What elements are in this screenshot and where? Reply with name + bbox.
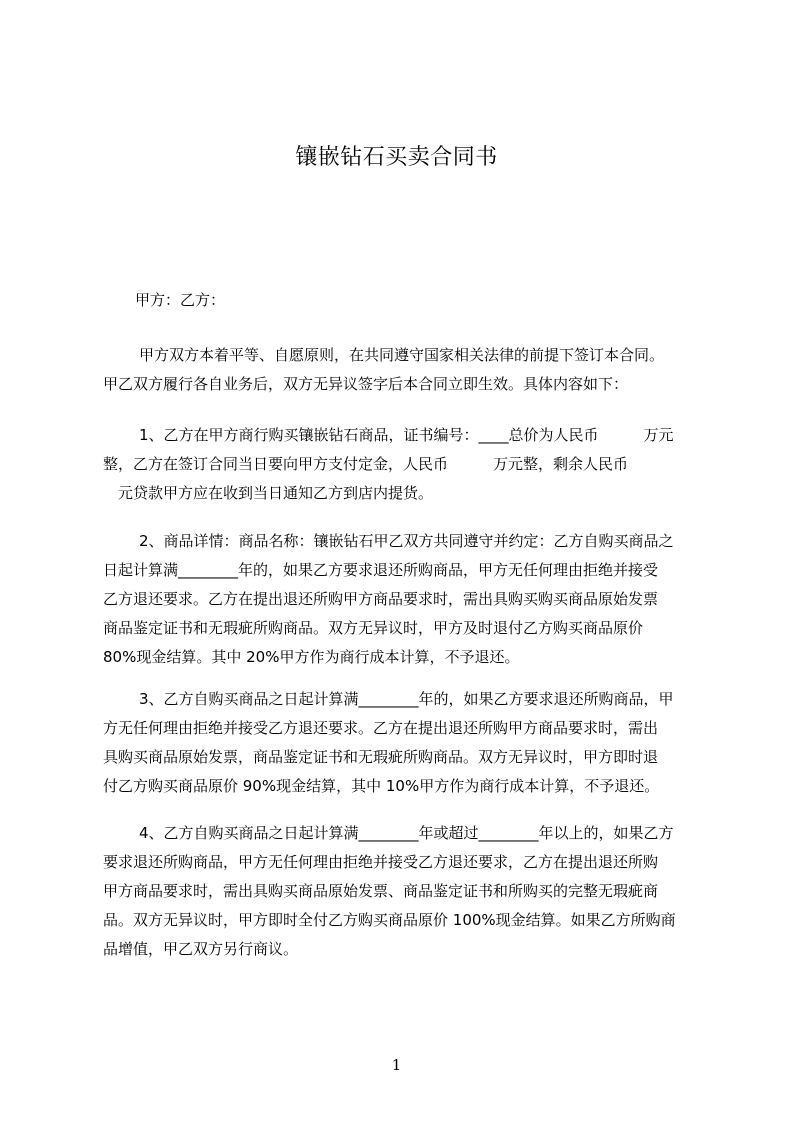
paragraph-line: 4、乙方自购买商品之日起计算满________年或超过________年以上的，如果乙方 [139, 824, 674, 842]
paragraph-line: 甲方双方本着平等、自愿原则，在共同遵守国家相关法律的前提下签订本合同。 [139, 346, 665, 364]
paragraph-line: 日起计算满________年的，如果乙方要求退还所购商品，甲方无任何理由拒绝并接受 [103, 561, 659, 579]
document-title: 镶嵌钻石买卖合同书 [295, 145, 498, 170]
paragraph-line: 品。双方无异议时，甲方即时全付乙方购买商品原价 100%现金结算。如果乙方所购商 [103, 911, 676, 929]
paragraph-line: 乙方退还要求。乙方在提出退还所购甲方商品要求时，需出具购买购买商品原始发票 [103, 590, 659, 608]
paragraph-line: 甲乙双方履行各自业务后，双方无异议签字后本合同立即生效。具体内容如下： [103, 375, 629, 393]
paragraph-line: 3、乙方自购买商品之日起计算满________年的，如果乙方要求退还所购商品，甲 [139, 690, 674, 708]
paragraph-line: 元贷款甲方应在收到当日通知乙方到店内提货。 [103, 484, 434, 502]
paragraph-line: 付乙方购买商品原价 90%现金结算，其中 10%甲方作为商行成本计算，不予退还。 [103, 777, 660, 795]
paragraph-line: 具购买商品原始发票，商品鉴定证书和无瑕疵所购商品。双方无异议时，甲方即时退 [103, 748, 659, 766]
preamble-paragraph [103, 341, 707, 399]
clause-2-paragraph [103, 527, 707, 672]
paragraph-line: 整，乙方在签订合同当日要向甲方支付定金，人民币 万元整，剩余人民币 [103, 455, 629, 473]
clause-3-paragraph [103, 685, 707, 801]
clause-1-paragraph [103, 421, 707, 508]
paragraph-line: 1、乙方在甲方商行购买镶嵌钻石商品，证书编号：____总价为人民币 万元 [139, 426, 674, 444]
paragraph-line: 方无任何理由拒绝并接受乙方退还要求。乙方在提出退还所购甲方商品要求时，需出 [103, 719, 659, 737]
clause-4-paragraph [103, 819, 707, 964]
paragraph-line: 商品鉴定证书和无瑕疵所购商品。双方无异议时，甲方及时退付乙方购买商品原价 [103, 619, 644, 637]
paragraph-line: 80%现金结算。其中 20%甲方作为商行成本计算，不予退还。 [103, 648, 520, 666]
page-number: 1 [391, 1056, 402, 1074]
paragraph-line: 甲方商品要求时，需出具购买商品原始发票、商品鉴定证书和所购买的完整无瑕疵商 [103, 882, 659, 900]
paragraph-line: 2、商品详情：商品名称：镶嵌钻石甲乙双方共同遵守并约定：乙方自购买商品之 [139, 532, 674, 550]
parties-line: 甲方：乙方： [135, 291, 226, 309]
paragraph-line: 品增值，甲乙双方另行商议。 [103, 940, 299, 958]
paragraph-line: 要求退还所购商品，甲方无任何理由拒绝并接受乙方退还要求，乙方在提出退还所购 [103, 853, 659, 871]
